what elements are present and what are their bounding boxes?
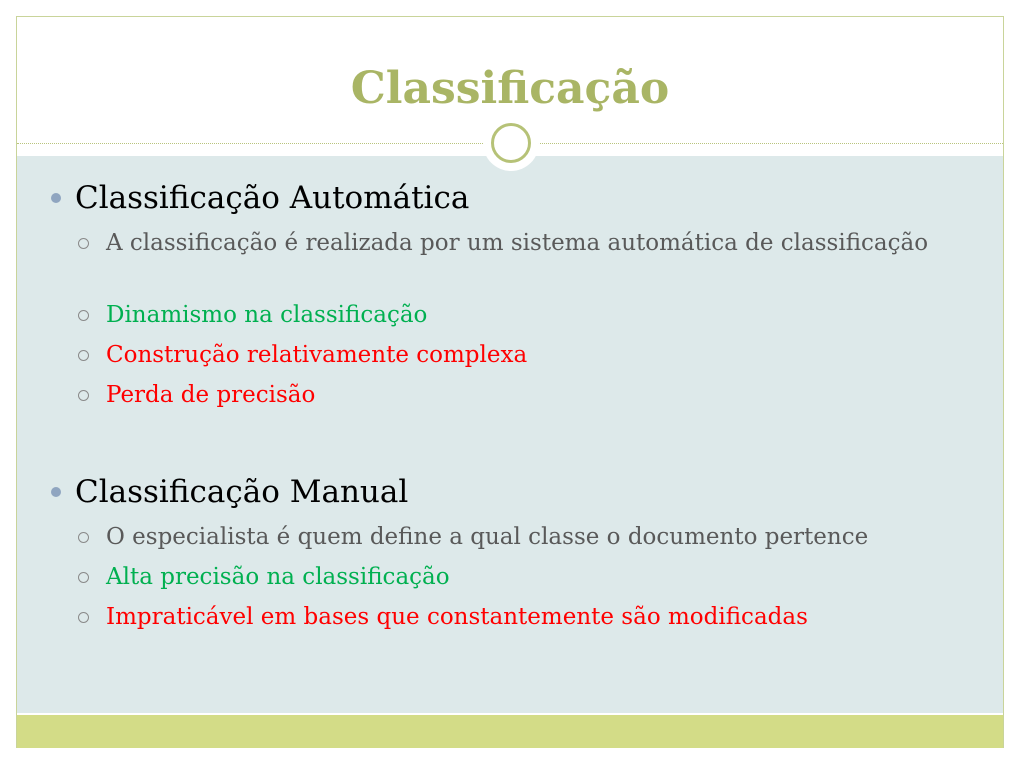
hollow-circle-bullet-icon [78,238,89,249]
slide-title: Classificação [350,63,670,114]
item-text: A classificação é realizada por um sistema automática de classificação [106,230,929,256]
item-text: Impraticável em bases que constantemente são modificadas [106,604,808,630]
sub-bullet-item [106,340,986,370]
item-text: Construção relativamente complexa [106,342,528,368]
hollow-circle-bullet-icon [78,612,89,623]
sub-bullet-item [106,562,986,592]
sub-bullet-item [106,300,986,330]
hollow-circle-bullet-icon [78,572,89,583]
hollow-circle-bullet-icon [78,390,89,401]
filled-circle-bullet-icon [51,193,61,203]
hollow-circle-bullet-icon [78,532,89,543]
content-body [17,156,1003,713]
hollow-circle-bullet-icon [78,310,89,321]
bullet-heading-manual [75,474,408,510]
filled-circle-bullet-icon [51,487,61,497]
sub-bullet-item [106,380,986,410]
footer-band [17,715,1003,748]
sub-bullet-item [106,522,986,552]
sub-bullet-item [106,228,986,258]
heading-text: Classificação Manual [75,474,409,510]
heading-text: Classificação Automática [75,180,470,216]
hollow-circle-bullet-icon [78,350,89,361]
slide [16,16,1004,748]
sub-bullet-item [106,602,986,632]
item-text: Perda de precisão [106,382,316,408]
item-text: O especialista é quem define a qual classe o documento pertence [106,524,869,550]
bullet-heading-automatic [75,180,469,216]
item-text: Alta precisão na classificação [106,564,450,590]
item-text: Dinamismo na classificação [106,302,428,328]
